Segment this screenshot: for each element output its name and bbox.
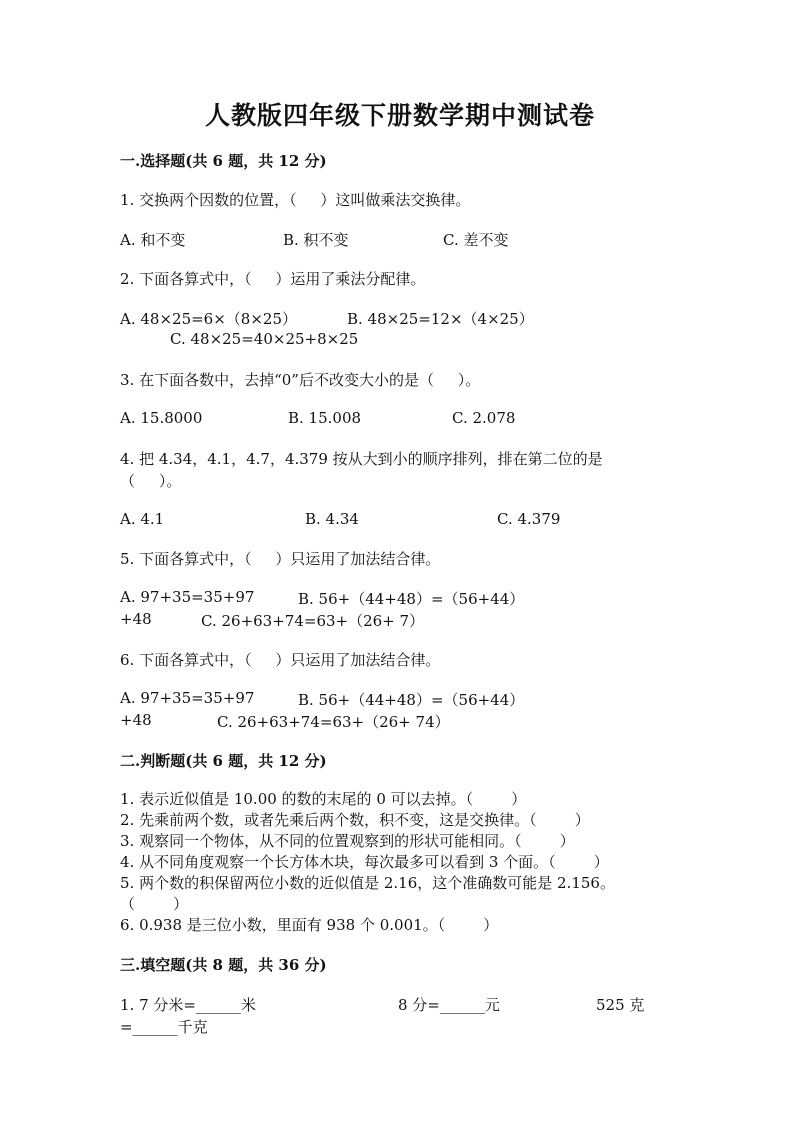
fill-in-part: 8 分=______元 bbox=[398, 996, 500, 1014]
question-stem: 4. 把 4.34，4.1，4.7，4.379 按从大到小的顺序排列，排在第二位的是 bbox=[120, 450, 603, 468]
option-b-continued: +48 bbox=[120, 610, 152, 628]
option-b: B. 56+（44+48）=（56+44） bbox=[298, 691, 525, 709]
option-b: B. 48×25=12×（4×25） bbox=[347, 310, 534, 328]
option-a: A. 97+35=35+97 bbox=[120, 588, 255, 606]
option-a: A. 4.1 bbox=[120, 510, 165, 528]
option-b: B. 56+（44+48）=（56+44） bbox=[298, 590, 525, 608]
fill-in-part: 1. 7 分米=______米 bbox=[120, 996, 256, 1014]
option-c: C. 2.078 bbox=[452, 409, 516, 427]
judgement-item: 2. 先乘前两个数，或者先乘后两个数，积不变，这是交换律。（ ） bbox=[120, 811, 590, 829]
fill-in-part-continued: =______千克 bbox=[120, 1018, 208, 1036]
option-a: A. 97+35=35+97 bbox=[120, 689, 255, 707]
option-c: C. 4.379 bbox=[497, 510, 561, 528]
option-b: B. 积不变 bbox=[283, 231, 349, 249]
option-c: C. 26+63+74=63+（26+ 74） bbox=[217, 713, 450, 731]
judgement-item: 4. 从不同角度观察一个长方体木块，每次最多可以看到 3 个面。（ ） bbox=[120, 853, 609, 871]
option-a: A. 15.8000 bbox=[120, 409, 203, 427]
page-title: 人教版四年级下册数学期中测试卷 bbox=[204, 101, 595, 130]
option-c: C. 差不变 bbox=[443, 231, 509, 249]
option-a: A. 48×25=6×（8×25） bbox=[120, 310, 297, 328]
option-c: C. 26+63+74=63+（26+ 7） bbox=[201, 612, 425, 630]
judgement-item: 1. 表示近似值是 10.00 的数的末尾的 0 可以去掉。（ ） bbox=[120, 790, 527, 808]
option-c: C. 48×25=40×25+8×25 bbox=[170, 330, 359, 348]
judgement-item: 5. 两个数的积保留两位小数的近似值是 2.16，这个准确数可能是 2.156。 bbox=[120, 874, 615, 892]
question-stem: 3. 在下面各数中，去掉“0”后不改变大小的是（ ）。 bbox=[120, 371, 481, 389]
question-stem: 6. 下面各算式中，（ ）只运用了加法结合律。 bbox=[120, 651, 441, 669]
judgement-item: 3. 观察同一个物体，从不同的位置观察到的形状可能相同。（ ） bbox=[120, 832, 575, 850]
judgement-item: 6. 0.938 是三位小数，里面有 938 个 0.001。（ ） bbox=[120, 916, 499, 934]
fill-in-part: 525 克 bbox=[596, 996, 645, 1014]
option-b-continued: +48 bbox=[120, 711, 152, 729]
section-heading-fill-in: 三.填空题(共 8 题，共 36 分) bbox=[120, 956, 327, 974]
option-b: B. 4.34 bbox=[305, 510, 359, 528]
option-a: A. 和不变 bbox=[120, 231, 186, 249]
section-heading-judgement: 二.判断题(共 6 题，共 12 分) bbox=[120, 752, 327, 770]
question-stem: 2. 下面各算式中，（ ）运用了乘法分配律。 bbox=[120, 270, 426, 288]
question-stem-continued: （ ）。 bbox=[120, 472, 182, 490]
judgement-item-continued: （ ） bbox=[120, 895, 189, 913]
question-stem: 1. 交换两个因数的位置，（ ）这叫做乘法交换律。 bbox=[120, 191, 471, 209]
question-stem: 5. 下面各算式中，（ ）只运用了加法结合律。 bbox=[120, 550, 441, 568]
option-b: B. 15.008 bbox=[288, 409, 362, 427]
section-heading-choice: 一.选择题(共 6 题，共 12 分) bbox=[120, 152, 327, 170]
